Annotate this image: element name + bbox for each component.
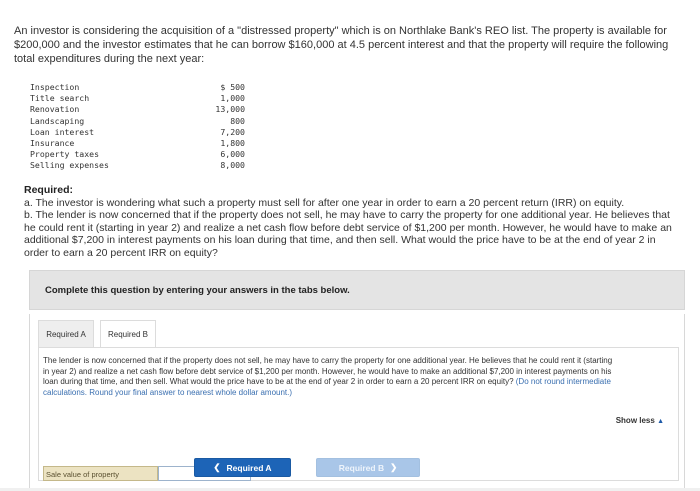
expense-row (30, 149, 245, 160)
required-heading: Required: (24, 184, 74, 196)
instruction-text: Complete this question by entering your answers in the tabs below. (45, 284, 350, 296)
expense-row (30, 138, 245, 149)
expense-amount: 8,000 (220, 160, 245, 171)
show-less-link[interactable] (616, 416, 664, 425)
expense-amount: 13,000 (215, 104, 245, 115)
required-section (24, 184, 679, 259)
expense-amount: 1,000 (220, 93, 245, 104)
next-required-b-button[interactable] (316, 458, 420, 477)
expense-label: Insurance (30, 138, 75, 149)
show-less-label: Show less (615, 416, 655, 425)
chevron-left-icon: ❮ (213, 462, 221, 472)
expense-label: Loan interest (30, 126, 95, 137)
rounding-note: (Do not round intermediate calculations. Round your final answer to nearest whole dollar amount.) (43, 377, 611, 397)
caret-up-icon: ▲ (657, 418, 664, 425)
next-button-label: Required B (338, 462, 385, 473)
expense-amount: $ 500 (220, 82, 245, 92)
expense-row (30, 82, 245, 93)
expense-row (30, 93, 245, 104)
tab-required-a[interactable]: Required A (38, 320, 94, 348)
expense-label: Renovation (30, 104, 80, 115)
tab-required-b[interactable]: Required B (100, 320, 156, 348)
question-text (43, 356, 618, 398)
problem-intro: An investor is considering the acquisition of a "distressed property" which is on Northlake Bank's REO list. The property is available for $200,000 and the investor estimates that he can borrow $160,000 at 4.5 percent interest and that the property will require the following total expenditures during the next year: (14, 25, 669, 65)
expense-amount: 800 (230, 115, 245, 126)
expense-label: Property taxes (30, 149, 100, 160)
expense-label: Inspection (30, 82, 80, 92)
prev-required-a-button[interactable] (194, 458, 291, 477)
tabs-container (29, 314, 685, 488)
prev-button-label: Required A (226, 462, 272, 473)
expense-label: Selling expenses (30, 160, 109, 171)
expense-amount: 6,000 (220, 149, 245, 160)
expense-amount: 7,200 (220, 126, 245, 137)
question-body: The lender is now concerned that if the property does not sell, he may have to carry the property for one additional year. He believes that he could rent it (starting in year 2) and realize a net cash flow before debt service of $1,200 per month. However, he would have to make an additional $7,200 in interest payments on his loan during that time, and then sell. What would the price have to be at the end of year 2 in order to earn a 20 percent IRR on equity? (43, 356, 613, 386)
expense-label: Landscaping (30, 115, 85, 126)
required-a-text: a. The investor is wondering what such a property must sell for after one year in order to earn a 20 percent return (IRR) on equity. (24, 196, 625, 209)
answer-label: Sale value of property (43, 466, 158, 481)
expense-row (30, 127, 245, 138)
instruction-banner (29, 270, 685, 310)
expense-label: Title search (30, 93, 90, 104)
required-b-text: b. The lender is now concerned that if the property does not sell, he may have to carry the property for one additional year. He believes that he could rent it (starting in year 2) and realize a net cash flow before debt service of $1,200 per month. However, he would have to make an additional $7,200 in interest payments on his loan during that time, and then sell. What would the price have to be at the end of year 2 in order to earn a 20 percent IRR on equity? (24, 209, 672, 259)
expense-row (30, 116, 245, 127)
expense-row (30, 104, 245, 115)
expense-amount: 1,800 (220, 138, 245, 149)
chevron-right-icon: ❯ (390, 462, 398, 472)
expense-row (30, 160, 245, 171)
expenses-table (30, 82, 245, 172)
